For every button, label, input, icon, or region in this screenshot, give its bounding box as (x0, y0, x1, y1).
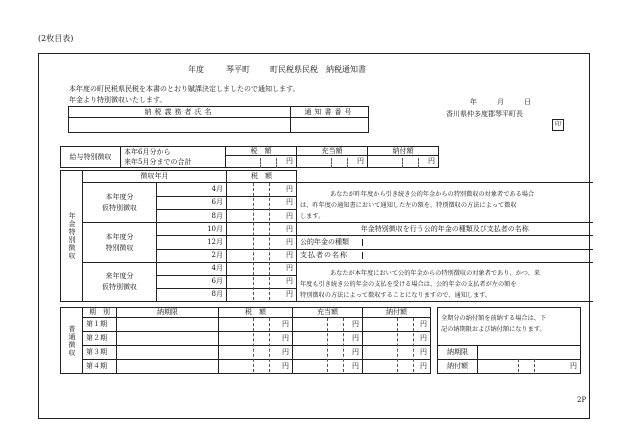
digit-divider (269, 183, 270, 300)
page-title: 町民税県民税 納税通知書 (270, 65, 366, 74)
group-3-line-1: 来年度分 (105, 271, 134, 280)
due-date-field[interactable] (117, 346, 219, 360)
title-year: 年度 (188, 65, 204, 74)
ordinary-tax-header: 税 額 (219, 308, 293, 318)
collection-month-header: 徴収年月 (83, 171, 227, 183)
payer-name-row (297, 249, 593, 262)
due-date-field[interactable] (117, 360, 219, 374)
salary-collection-label: 給与特別徴収 (61, 147, 121, 168)
ordinary-payment-header: 納付額 (363, 308, 431, 318)
taxpayer-name-field[interactable] (69, 118, 291, 133)
group-current (83, 223, 157, 262)
ordinary-allotment-amount[interactable]: 円 (293, 360, 363, 374)
pension-amount[interactable]: 円 (227, 236, 297, 249)
month-cell: 4月 (157, 262, 227, 275)
lump-note-line-1: 全期分の納付額を前納する場合は、下 (441, 315, 547, 322)
pension-amount[interactable]: 円 (227, 223, 297, 236)
month-cell: 10月 (157, 223, 227, 236)
month-cell: 2月 (157, 249, 227, 262)
intro-line-1: 本年度の町民税県民税を本書のとおり賦課決定しましたので通知します。 (69, 85, 300, 93)
lump-payment-amount[interactable]: 円 (478, 360, 581, 374)
digit-divider (347, 158, 348, 168)
month-cell: 8月 (157, 288, 227, 301)
ordinary-tax-amount[interactable]: 円 (219, 318, 293, 332)
pension-amount[interactable]: 円 (227, 209, 297, 222)
next-year-note (297, 262, 593, 301)
intro-line-2: 年金より特別徴収いたします。 (69, 96, 167, 104)
date-month: 月 (497, 98, 504, 106)
ordinary-allotment-header: 充当額 (293, 308, 363, 318)
digit-divider (260, 158, 261, 168)
digit-divider (402, 158, 403, 168)
date-day: 日 (524, 98, 531, 106)
pension-blank (297, 171, 593, 183)
group-1-line-1: 本年度分 (105, 192, 134, 201)
salary-payment-amount[interactable]: 円 (368, 156, 439, 168)
title-town: 琴平町 (226, 65, 250, 74)
ordinary-collection-label: 普通徴収 (61, 308, 83, 374)
due-date-field[interactable] (117, 318, 219, 332)
ordinary-tax-amount[interactable]: 円 (219, 360, 293, 374)
salary-allotment-amount[interactable]: 円 (297, 156, 368, 168)
next-note-line-2: 年度も引き続き公的年金の支払を受ける場合は、公的年金の支払者が左の額を (300, 280, 517, 288)
digit-divider (269, 318, 270, 372)
group-3-line-2: 仮特別徴収 (102, 282, 137, 291)
seal-icon: 印 (552, 119, 564, 131)
digit-divider (534, 359, 535, 372)
lump-due-label: 納期限 (438, 346, 478, 360)
month-cell: 8月 (157, 209, 227, 222)
pension-amount[interactable]: 円 (227, 275, 297, 288)
salary-tax-amount[interactable]: 円 (226, 156, 297, 168)
next-note-line-1: あなたが本年度において公的年金からの特別徴収の対象者であり、かつ、来 (330, 269, 541, 277)
period-label: 第２期 (83, 332, 117, 346)
ordinary-payment-amount[interactable]: 円 (363, 360, 431, 374)
lump-payment-label: 納付額 (438, 360, 478, 374)
digit-divider (327, 318, 328, 372)
pension-collection-label: 年金特別徴収 (61, 171, 83, 302)
ordinary-allotment-amount[interactable]: 円 (293, 318, 363, 332)
period-label: 第１期 (83, 318, 117, 332)
period-header: 期 別 (83, 308, 117, 318)
taxpayer-table (68, 106, 369, 133)
lump-note-line-2: 記の納期限および納付額になります。 (441, 326, 546, 333)
ordinary-tax-amount[interactable]: 円 (219, 346, 293, 360)
salary-collection-table (60, 146, 439, 168)
pension-collection-table (60, 170, 593, 302)
group-provisional-next (83, 262, 157, 301)
pension-amount[interactable]: 円 (227, 196, 297, 209)
ordinary-payment-amount[interactable]: 円 (363, 346, 431, 360)
pension-amount[interactable]: 円 (227, 183, 297, 196)
sheet-note: (2枚目表) (38, 34, 74, 43)
group-2-line-2: 特別徴収 (105, 243, 134, 252)
next-note-line-3: 特別徴収の方法によって徴収することになりますので、通知します。 (300, 291, 492, 299)
payer-header: 年金特別徴収を行う公的年金の種類及び支払者の名称 (297, 223, 593, 236)
pension-type-label: 公的年金の種類 (300, 239, 363, 246)
salary-tax-header: 税 額 (226, 147, 297, 156)
prior-note-line-3: します。 (300, 213, 325, 221)
ordinary-payment-amount[interactable]: 円 (363, 318, 431, 332)
ordinary-tax-amount[interactable]: 円 (219, 332, 293, 346)
group-provisional-current (83, 183, 157, 223)
group-2-line-1: 本年度分 (105, 232, 134, 241)
digit-divider (253, 318, 254, 372)
ordinary-allotment-amount[interactable]: 円 (293, 346, 363, 360)
pension-tax-header: 税 額 (227, 171, 297, 183)
due-date-header: 納期限 (117, 308, 219, 318)
taxpayer-name-header: 納税義務者氏名 (69, 107, 291, 118)
ordinary-collection-table (60, 307, 431, 374)
month-cell: 6月 (157, 275, 227, 288)
pension-amount[interactable]: 円 (227, 249, 297, 262)
page-number: 2P (577, 396, 587, 404)
salary-period-line-2: 来年5月分までの合計 (124, 158, 192, 166)
month-cell: 4月 (157, 183, 227, 196)
lump-sum-table (437, 307, 581, 374)
date-year: 年 (470, 98, 477, 106)
notice-number-field[interactable] (291, 118, 369, 133)
salary-period-line-1: 本年6月分から (124, 148, 171, 156)
payer-name-label: 支払者の名称 (300, 252, 363, 259)
pension-amount[interactable]: 円 (227, 288, 297, 301)
prior-note-line-2: は、昨年度の通知書において通知した左の額を、特別徴収の方法によって徴収 (300, 202, 517, 210)
month-cell: 6月 (157, 196, 227, 209)
group-1-line-2: 仮特別徴収 (102, 203, 137, 212)
digit-divider (518, 359, 519, 372)
salary-allotment-header: 充当額 (297, 147, 368, 156)
period-label: 第３期 (83, 346, 117, 360)
digit-divider (276, 158, 277, 168)
prior-note-line-1: あなたが昨年度から引き続き公的年金からの特別徴収の対象者である場合 (330, 191, 535, 199)
digit-divider (413, 318, 414, 372)
pension-amount[interactable]: 円 (227, 262, 297, 275)
prior-year-note (297, 183, 593, 223)
digit-divider (418, 158, 419, 168)
digit-divider (343, 318, 344, 372)
digit-divider (331, 158, 332, 168)
lump-sum-note (438, 308, 581, 346)
notice-number-header: 通知書番号 (291, 107, 369, 118)
ordinary-payment-amount[interactable]: 円 (363, 332, 431, 346)
digit-divider (397, 318, 398, 372)
ordinary-allotment-amount[interactable]: 円 (293, 332, 363, 346)
issuer-name: 香川県仲多度郡琴平町長 (446, 110, 523, 118)
salary-payment-header: 納付額 (368, 147, 439, 156)
due-date-field[interactable] (117, 332, 219, 346)
salary-period (121, 147, 226, 168)
lump-due-field[interactable] (478, 346, 581, 360)
pension-type-row (297, 236, 593, 249)
digit-divider (253, 183, 254, 300)
period-label: 第４期 (83, 360, 117, 374)
month-cell: 12月 (157, 236, 227, 249)
